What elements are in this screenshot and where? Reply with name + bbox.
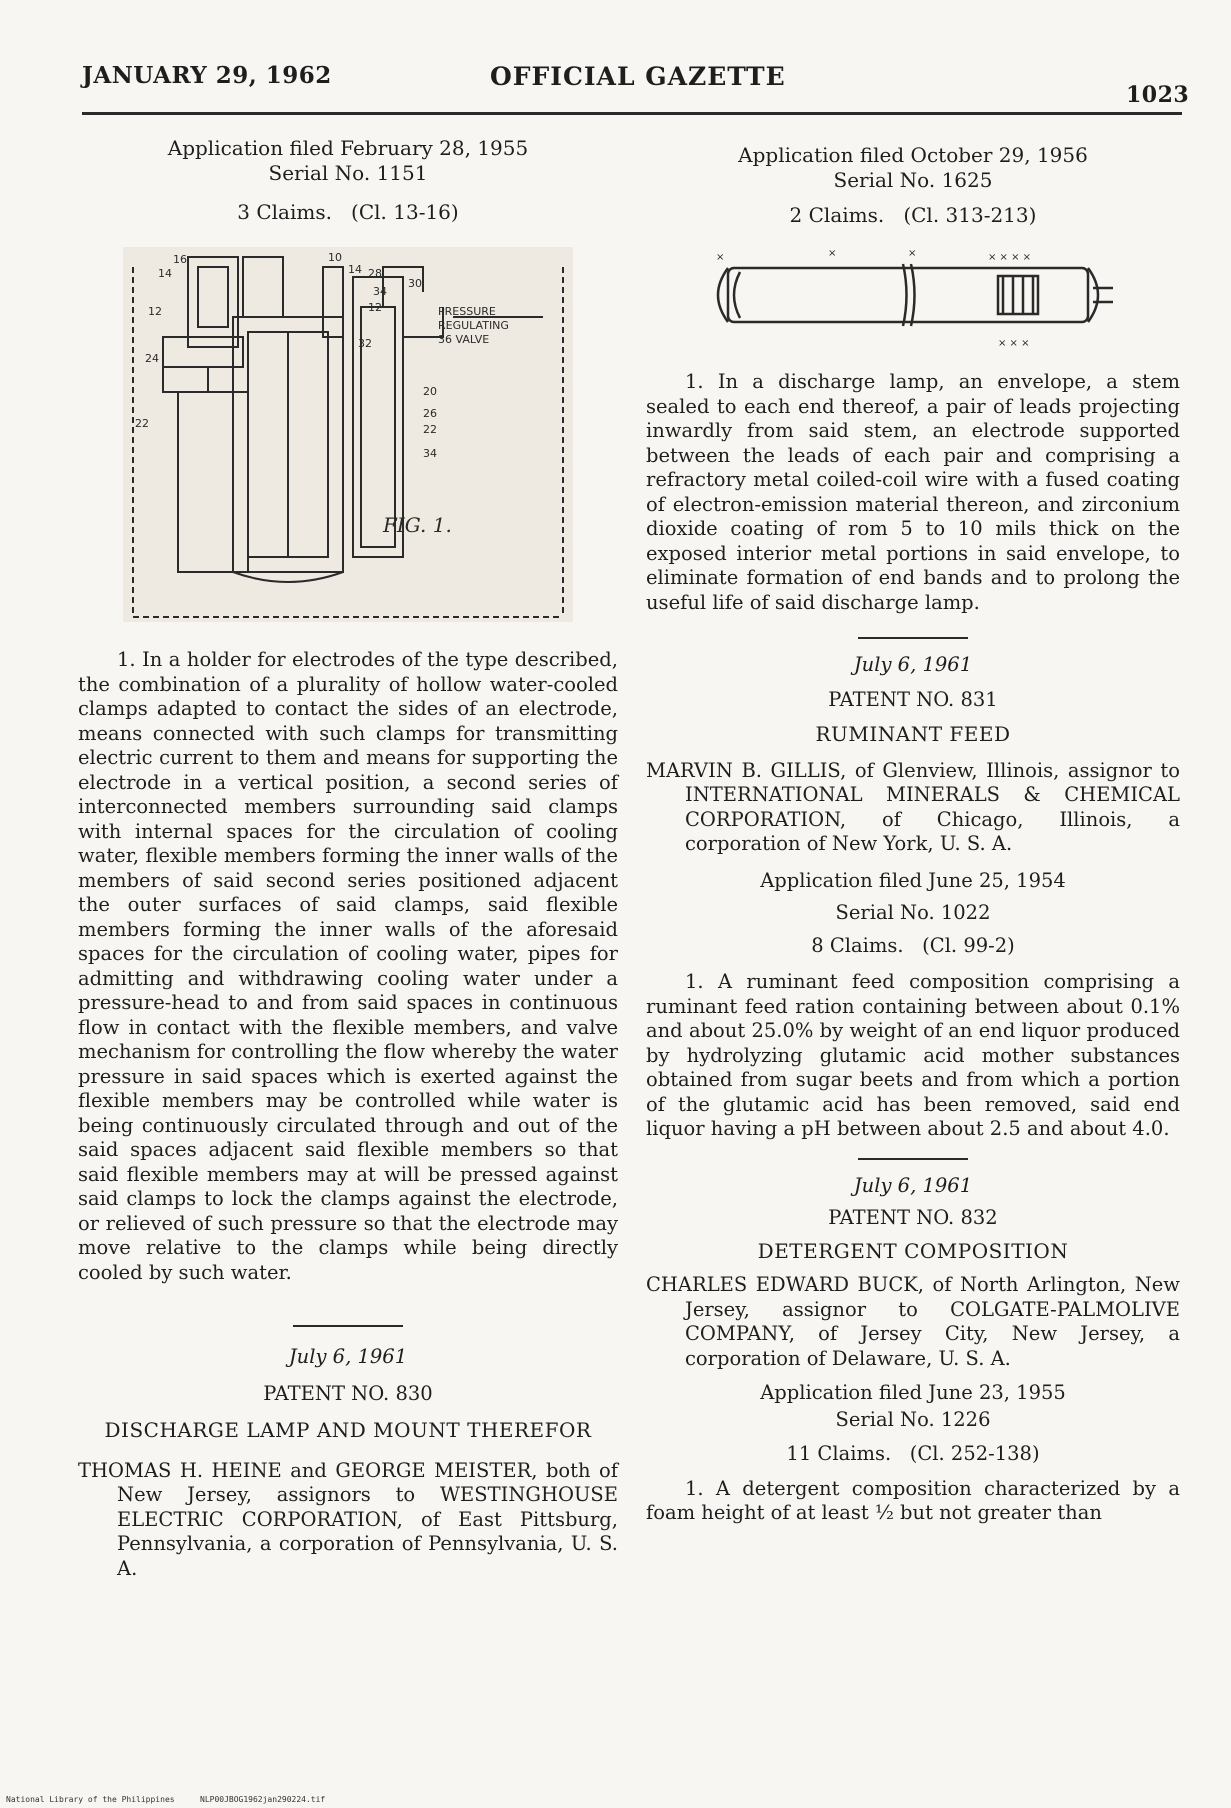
lamp-end-right [1088,268,1098,322]
patent-831-serial: Serial No. 1022 [835,901,991,924]
figure-caption: FIG. 1. [383,513,452,537]
patent-831-date: July 6, 1961 [853,653,973,676]
ref-12b: 12 [368,301,382,314]
figure-electrode-holder [123,247,573,622]
patent-831-claims [646,934,1180,959]
claims-line [78,200,618,225]
header-date: JANUARY 29, 1962 [82,62,332,89]
ref-14: 14 [158,267,172,280]
ref-20: 20 [423,385,437,398]
claim-detergent: 1. A detergent composition characterized by a foam height of at least ½ but not greater than [646,1476,1180,1524]
electrode-holder-drawing [123,247,573,622]
patent-832-claims [646,1442,1180,1467]
ref-32: 32 [358,337,372,350]
claim-ruminant-feed: 1. A ruminant feed composition comprising a ruminant feed ration containing between about 0.1% and about 25.0% by weight of an end liquor produced by hydrolyzing glutamic acid mother substances obtained from sugar beets and from which a portion of the glutamic acid has been removed, said end liquor having a pH between about 2.5 and about 4.0. [646,970,1180,1140]
class-code: (Cl. 99-2) [922,933,1015,957]
serial-number: Serial No. 1625 [833,168,993,192]
ref-14b: 14 [348,263,362,276]
class-code: (Cl. 313-213) [903,203,1037,227]
claims-line [646,203,1180,228]
ref-mark: × × × [998,338,1030,349]
claim-discharge-lamp: 1. In a discharge lamp, an envelope, a stem sealed to each end thereof, a pair of leads projecting inwardly from said stem, an electrode supported between the leads of each pair and comprising a refractory metal coiled-coil wire with a fused coating of electron-emission material thereon, and zirconium dioxide coating of rom 5 to 10 mils thick on the exposed interior metal portions in said envelope, to eliminate formation of end bands and to prolong the useful life of said discharge lamp. [646,370,1180,614]
ref-24: 24 [145,352,159,365]
patent-830-date: July 6, 1961 [288,1345,408,1368]
patent-831-number: PATENT NO. 831 [828,687,998,711]
footer-filename: NLP00JBOG1962jan290224.tif [200,1795,326,1804]
coil-turns [1003,276,1033,314]
patent-832-date: July 6, 1961 [853,1173,973,1197]
section-divider [293,1325,403,1327]
claims-count: 2 Claims. [789,203,885,227]
header-rule [82,112,1182,115]
patent-831-title: RUMINANT FEED [815,722,1011,746]
class-code: (Cl. 13-16) [351,200,459,224]
claim-electrode-holder: 1. In a holder for electrodes of the type described, the combination of a plurality of hollow water-cooled clamps adapted to contact the sides of an electrode, means connected with such clamps for transmitting electric current to them and means for supporting the electrode in a vertical position, a second series of interconnected members surrounding said clamps with internal spaces for the circulation of cooling water, flexible members forming the inner walls of the members of said second series positioned adjacent the outer surfaces of said clamps, said flexible members forming the inner walls of the aforesaid spaces for the circulation of cooling water, pipes for admitting and withdrawing cooling water under a pressure-head to and from said spaces in continuous flow in contact with the flexible members, and valve mechanism for controlling the flow whereby the water pressure in said spaces which is exerted against the flexible members may be controlled while water is being continuously circulated through and out of the said spaces adjacent said flexible members so that said flexible members may at will be pressed against said clamps to lock the clamps against the electrode, or relieved of such pressure so that the electrode may move relative to the clamps while being directly cooled by such water. [78,648,618,1284]
ref-26: 26 [423,407,437,420]
ref-22: 22 [135,417,149,430]
ref-mark: × [828,248,837,259]
stem-left [734,272,740,318]
application-block-1151 [78,136,618,225]
patent-832-serial: Serial No. 1226 [835,1407,991,1431]
patent-832-filed: Application filed June 23, 1955 [760,1381,1066,1404]
footer-library: National Library of the Philippines [6,1795,175,1804]
discharge-lamp-drawing [698,238,1128,358]
ref-mark: × × × × [988,252,1032,263]
patent-831-inventors: MARVIN B. GILLIS, of Glenview, Illinois, assignor to INTERNATIONAL MINERALS & CHEMICAL CORPORATION, of Chicago, Illinois, a corporation of New York, U. S. A. [646,758,1180,855]
claims-count: 3 Claims. [237,200,332,224]
application-block-1625 [646,143,1180,228]
ref-22b: 22 [423,423,437,436]
figure-discharge-lamp [698,238,1128,358]
class-code: (Cl. 252-138) [909,1442,1040,1465]
patent-830-title: DISCHARGE LAMP AND MOUNT THEREFOR [104,1418,592,1442]
lamp-end-left [718,268,728,322]
break-line-1 [903,264,907,326]
ref-28: 28 [368,267,382,280]
ref-30: 30 [408,277,422,290]
page-number: 1023 [1126,82,1190,108]
label-pressure: PRESSURE [438,305,496,318]
right-column [646,143,1180,1526]
patent-832-number: PATENT NO. 832 [828,1206,998,1229]
claims-count: 8 Claims. [811,933,904,957]
gazette-title: OFFICIAL GAZETTE [490,62,786,91]
application-filed: Application filed October 29, 1956 [738,143,1088,167]
ref-34: 34 [373,285,387,298]
patent-831-filed: Application filed June 25, 1954 [760,868,1066,892]
patent-830-number: PATENT NO. 830 [263,1381,433,1405]
application-filed: Application filed February 28, 1955 [167,136,529,160]
patent-832-inventors: CHARLES EDWARD BUCK, of North Arlington, New Jersey, assignor to COLGATE-PALMOLIVE COMPANY, of Jersey City, New Jersey, a corporation of Delaware, U. S. A. [646,1273,1180,1370]
ref-10: 10 [328,251,342,264]
claims-count: 11 Claims. [786,1442,892,1465]
section-divider [858,637,968,639]
ref-16: 16 [173,253,187,266]
break-line-2 [911,264,915,326]
ref-mark: × [716,252,725,263]
section-divider [858,1158,968,1160]
patent-830-inventors: THOMAS H. HEINE and GEORGE MEISTER, both of New Jersey, assignors to WESTINGHOUSE ELECTRIC CORPORATION, of East Pittsburg, Pennsylvania, a corporation of Pennsylvania, U. S. A. [78,1458,618,1580]
patent-832-title: DETERGENT COMPOSITION [757,1238,1069,1263]
ref-mark: × [908,248,917,259]
lead-pins [1093,288,1113,302]
left-column [78,136,618,1581]
ref-34b: 34 [423,447,437,460]
label-regulating: REGULATING [438,319,509,332]
serial-number: Serial No. 1151 [268,161,428,185]
ref-12: 12 [148,305,162,318]
label-valve: 36 VALVE [438,333,490,346]
